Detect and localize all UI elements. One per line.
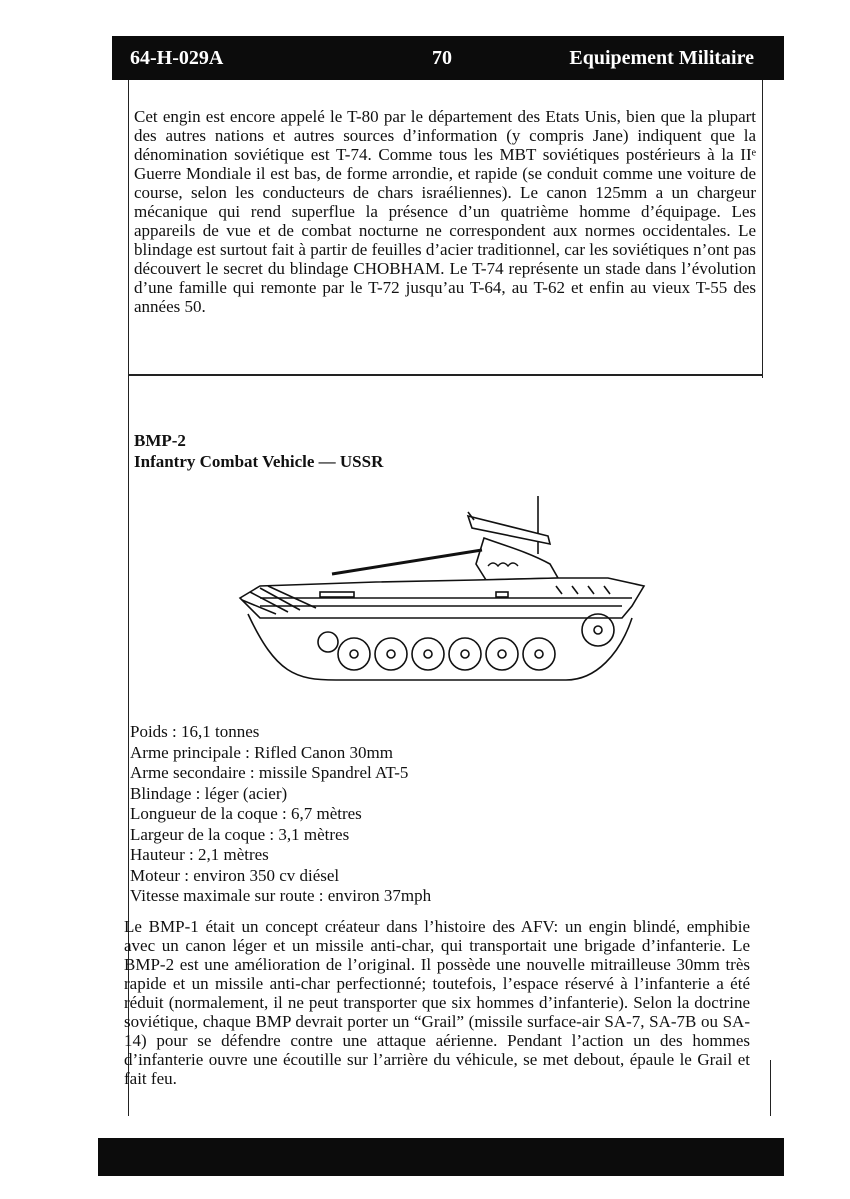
spec-secondary-weapon: Arme secondaire : missile Spandrel AT-5 (130, 763, 409, 782)
page-footer-bar (98, 1138, 784, 1176)
right-rule-lower (770, 1060, 771, 1116)
bmp2-illustration (236, 494, 646, 684)
spec-weight: Poids : 16,1 tonnes (130, 722, 260, 741)
spec-engine: Moteur : environ 350 cv diésel (130, 865, 340, 885)
right-rule (762, 80, 763, 378)
page-number: 70 (432, 47, 452, 69)
spec-height: Hauteur : 2,1 mètres (130, 845, 269, 864)
spec-list (130, 722, 431, 907)
vehicle-name: BMP-2 (134, 431, 186, 450)
spec-max-speed: Vitesse maximale sur route : environ 37mph (130, 886, 432, 905)
document-code: 64-H-029A (130, 47, 224, 69)
vehicle-heading (134, 430, 383, 472)
vehicle-subtitle: Infantry Combat Vehicle — USSR (134, 452, 384, 471)
spec-hull-length: Longueur de la coque : 6,7 mètres (130, 804, 362, 823)
intro-paragraph: Cet engin est encore appelé le T-80 par le département des Etats Unis, bien que la plupart des autres nations et autres sources d’information (y compris Jane) indiquent que la dénomination soviétique est T-74. Comme tous les MBT soviétiques postérieurs à la IIᵉ Guerre Mondiale il est bas, de forme arrondie, et rapide (se conduit comme une voiture de course, selon les conducteurs de chars israéliennes). Le canon 125mm a un chargeur mécanique qui rend superflue la présence d’un quatrième homme d’équipage. Les appareils de vue et de combat nocturne ne correspondent aux normes occidentales. Le blindage est surtout fait à partir de feuilles d’acier traditionnel, car les soviétiques n’ont pas découvert le secret du blindage CHOBHAM. Le T-74 représente un stade dans l’évolution d’une famille qui remonte par le T-72 jusqu’au T-64, au T-62 et enfin au vieux T-55 des années 50. (134, 107, 756, 316)
section-title: Equipement Militaire (569, 47, 754, 69)
section-divider (128, 374, 762, 376)
spec-main-weapon: Arme principale : Rifled Canon 30mm (130, 742, 393, 762)
spec-armour: Blindage : léger (acier) (130, 783, 288, 803)
page-header (112, 36, 784, 80)
description-paragraph: Le BMP-1 était un concept créateur dans l’histoire des AFV: un engin blindé, emphibie avec un canon léger et un missile anti-char, qui transportait une brigade d’infanterie. Le BMP-2 est une amélioration de l’original. Il possède une nouvelle mitrailleuse 30mm très rapide et un missile anti-char perfectionné; toutefois, l’espace réservé à l’infanterie a été réduit (normalement, il ne peut transporter que six hommes d’infanterie). Selon la doctrine soviétique, chaque BMP devrait porter un “Grail” (missile surface-air SA-7, SA-7B ou SA-14) pour se défendre contre une attaque aérienne. Pendant l’action un des hommes d’infanterie ouvre une écoutille sur l’arrière du véhicule, se met debout, épaule le Grail et fait feu. (124, 917, 750, 1088)
spec-hull-width: Largeur de la coque : 3,1 mètres (130, 824, 350, 844)
